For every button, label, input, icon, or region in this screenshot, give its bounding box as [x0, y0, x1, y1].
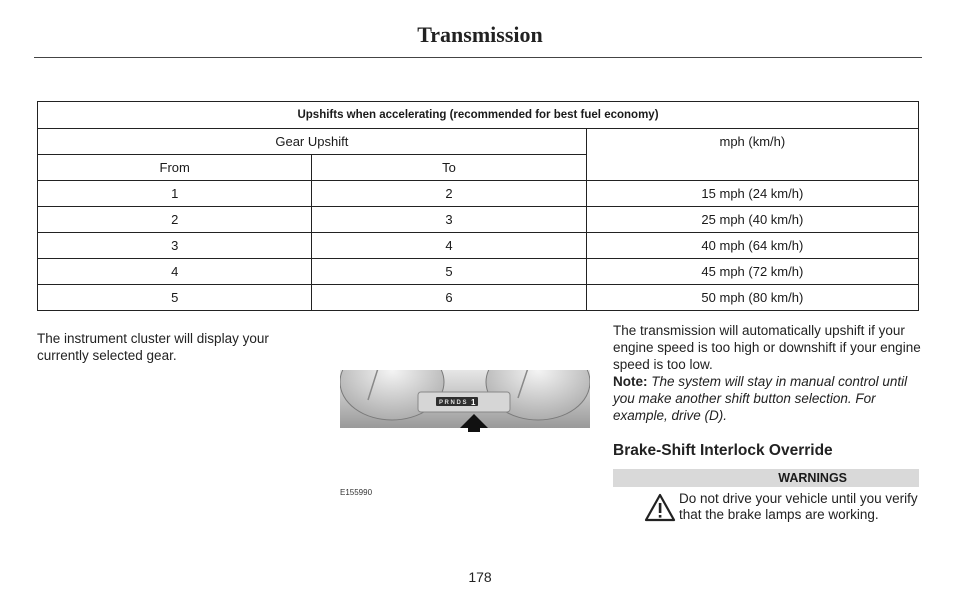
to-cell: 2	[312, 181, 586, 207]
speed-cell: 25 mph (40 km/h)	[586, 207, 918, 233]
section-heading: Brake-Shift Interlock Override	[613, 442, 833, 459]
figure-code: E155990	[340, 488, 373, 497]
upshift-paragraph: The transmission will automatically upshift if your engine speed is too high or downshift if your engine speed is too low.	[613, 323, 921, 372]
speed-cell: 40 mph (64 km/h)	[586, 233, 918, 259]
from-column-header: From	[38, 155, 312, 181]
gear-upshift-header: Gear Upshift	[38, 129, 587, 155]
table-row	[38, 233, 919, 259]
to-column-header: To	[312, 155, 586, 181]
warning-text: Do not drive your vehicle until you verify that the brake lamps are working.	[679, 491, 918, 522]
selected-gear-text: 1	[471, 398, 476, 407]
speed-column-header: mph (km/h)	[586, 129, 918, 181]
note	[613, 373, 923, 424]
from-cell: 2	[38, 207, 312, 233]
from-cell: 5	[38, 285, 312, 311]
to-cell: 3	[312, 207, 586, 233]
speed-cell: 45 mph (72 km/h)	[586, 259, 918, 285]
instrument-cluster-illustration	[340, 370, 590, 456]
to-cell: 4	[312, 233, 586, 259]
speed-cell: 15 mph (24 km/h)	[586, 181, 918, 207]
from-cell: 1	[38, 181, 312, 207]
note-label: Note:	[613, 374, 648, 389]
cluster-paragraph: The instrument cluster will display your currently selected gear.	[37, 331, 269, 363]
page-number: 178	[468, 569, 492, 585]
from-cell: 4	[38, 259, 312, 285]
table-row	[38, 259, 919, 285]
speed-cell: 50 mph (80 km/h)	[586, 285, 918, 311]
gear-indicator-text: P R N D S	[439, 400, 467, 406]
table-row	[38, 285, 919, 311]
upshift-table	[37, 101, 919, 311]
warning-triangle-icon	[643, 492, 677, 524]
to-cell: 5	[312, 259, 586, 285]
warnings-bar: WARNINGS	[613, 469, 919, 487]
table-caption: Upshifts when accelerating (recommended for best fuel economy)	[38, 102, 919, 129]
to-cell: 6	[312, 285, 586, 311]
title-divider	[34, 57, 922, 58]
note-text: The system will stay in manual control until you make another shift button selection. For example, drive (D).	[613, 374, 908, 423]
from-cell: 3	[38, 233, 312, 259]
page-title: Transmission	[417, 22, 543, 47]
table-row	[38, 181, 919, 207]
table-row	[38, 207, 919, 233]
